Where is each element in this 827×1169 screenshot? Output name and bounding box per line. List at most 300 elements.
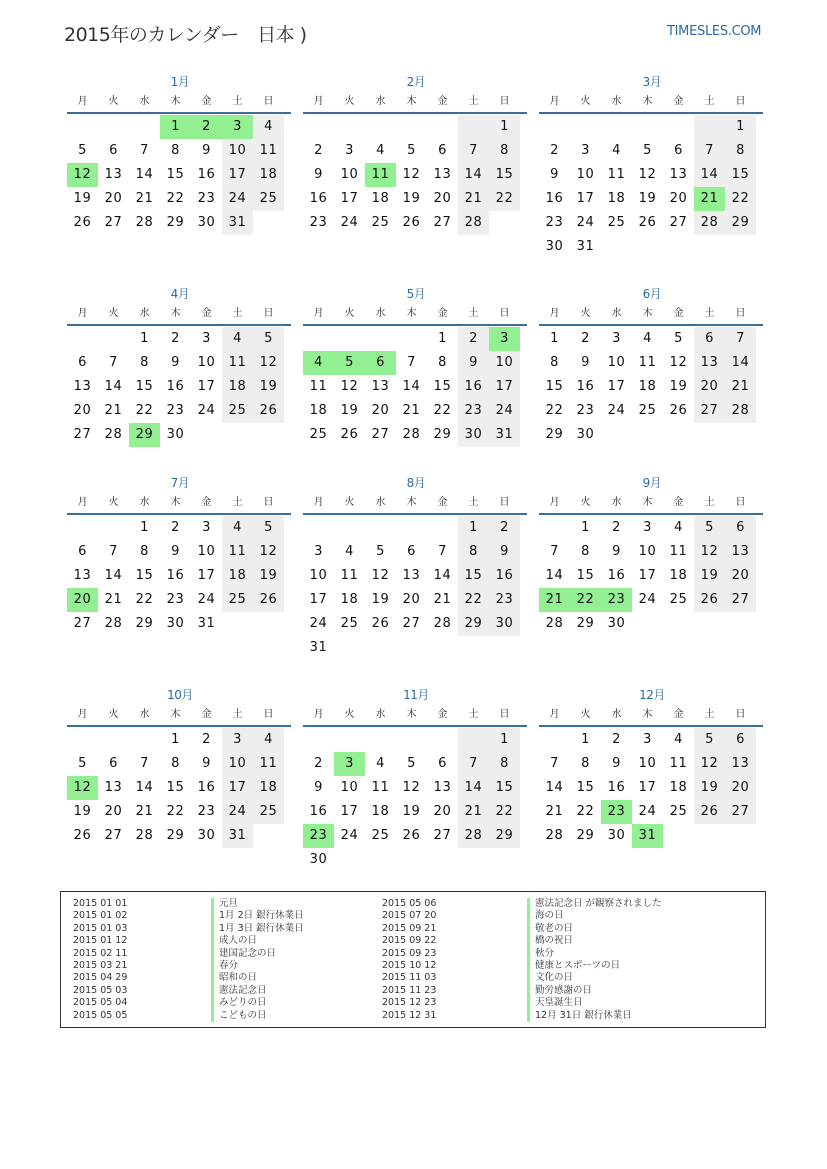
- day-cell: 24: [222, 800, 253, 824]
- weekday-label: 火: [580, 308, 591, 319]
- day-cell: 28: [725, 399, 756, 423]
- day-cell: 25: [371, 215, 390, 230]
- month-title: 2月: [406, 75, 426, 89]
- day-cell: 31: [576, 239, 595, 254]
- day-cell: 27: [402, 616, 421, 631]
- holiday-day-cell: 12: [67, 163, 98, 187]
- empty-cell: [365, 115, 396, 139]
- day-cell: 27: [104, 215, 123, 230]
- day-cell: 28: [545, 616, 564, 631]
- day-cell: 5: [694, 516, 725, 540]
- day-cell: 24: [489, 399, 520, 423]
- day-cell: 15: [725, 163, 756, 187]
- weekday-label: 土: [468, 497, 479, 508]
- empty-cell: [129, 115, 160, 139]
- day-cell: 25: [222, 588, 253, 612]
- day-cell: 23: [197, 804, 216, 819]
- month-title: 3月: [642, 75, 662, 89]
- weekday-label: 金: [201, 308, 212, 319]
- day-cell: 29: [433, 427, 452, 442]
- day-cell: 10: [222, 139, 253, 163]
- brand-link[interactable]: TIMESLES.COM: [667, 24, 762, 39]
- day-cell: 12: [694, 540, 725, 564]
- day-cell: 13: [433, 780, 452, 795]
- day-cell: 30: [607, 616, 626, 631]
- holiday-day-cell: 31: [632, 824, 663, 848]
- holiday-day-cell: 29: [129, 423, 160, 447]
- weekday-label: 水: [375, 96, 386, 107]
- day-cell: 6: [78, 355, 87, 370]
- weekday-label: 火: [580, 96, 591, 107]
- day-cell: 5: [674, 331, 683, 346]
- day-cell: 1: [171, 732, 180, 747]
- holiday-date: 2015 09 23: [382, 947, 437, 959]
- day-cell: 13: [725, 752, 756, 776]
- day-cell: 14: [725, 351, 756, 375]
- day-cell: 6: [725, 728, 756, 752]
- holiday-day-cell: 5: [334, 351, 365, 375]
- holiday-day-cell: 21: [539, 588, 570, 612]
- day-cell: 8: [140, 355, 149, 370]
- day-cell: 3: [643, 520, 652, 535]
- day-cell: 28: [694, 211, 725, 235]
- day-cell: 31: [197, 616, 216, 631]
- month-3: [541, 72, 763, 259]
- holiday-date: 2015 03 21: [73, 959, 128, 971]
- day-cell: 5: [253, 516, 284, 540]
- empty-cell: [663, 115, 694, 139]
- day-cell: 8: [458, 540, 489, 564]
- day-cell: 4: [222, 327, 253, 351]
- weekday-label: 水: [139, 308, 150, 319]
- holiday-date: 2015 04 29: [73, 972, 128, 984]
- day-grid: [67, 326, 291, 447]
- weekday-label: 火: [580, 497, 591, 508]
- holiday-day-cell: 11: [365, 163, 396, 187]
- day-cell: 17: [197, 568, 216, 583]
- weekday-label: 月: [77, 96, 88, 107]
- weekday-label: 土: [468, 308, 479, 319]
- holiday-date: 2015 05 05: [73, 1009, 128, 1021]
- day-grid: [303, 727, 527, 872]
- day-cell: 18: [309, 403, 328, 418]
- day-grid: [67, 114, 291, 235]
- empty-cell: [98, 728, 129, 752]
- weekday-label: 金: [437, 308, 448, 319]
- weekday-label: 月: [549, 96, 560, 107]
- day-cell: 13: [371, 379, 390, 394]
- day-cell: 27: [694, 399, 725, 423]
- weekday-label: 水: [375, 709, 386, 720]
- weekday-header: [303, 304, 527, 326]
- day-cell: 9: [202, 143, 211, 158]
- day-cell: 15: [458, 564, 489, 588]
- empty-cell: [539, 728, 570, 752]
- day-cell: 13: [104, 780, 123, 795]
- day-cell: 28: [104, 616, 123, 631]
- holiday-date: 2015 05 04: [73, 997, 128, 1009]
- day-cell: 8: [581, 756, 590, 771]
- weekday-label: 月: [77, 497, 88, 508]
- day-cell: 2: [171, 520, 180, 535]
- day-cell: 11: [669, 544, 688, 559]
- day-cell: 27: [433, 828, 452, 843]
- day-cell: 17: [309, 592, 328, 607]
- day-cell: 15: [135, 379, 154, 394]
- day-grid: [539, 727, 763, 848]
- day-cell: 22: [135, 403, 154, 418]
- day-cell: 24: [340, 215, 359, 230]
- weekday-label: 木: [406, 308, 417, 319]
- day-cell: 24: [197, 592, 216, 607]
- holiday-date: 2015 05 03: [73, 984, 128, 996]
- month-title: 1月: [170, 75, 190, 89]
- day-cell: 10: [638, 756, 657, 771]
- day-cell: 1: [458, 516, 489, 540]
- day-cell: 9: [314, 780, 323, 795]
- empty-cell: [427, 115, 458, 139]
- empty-cell: [458, 115, 489, 139]
- day-cell: 16: [166, 568, 185, 583]
- day-cell: 12: [253, 351, 284, 375]
- holiday-name: みどりの日: [211, 997, 304, 1009]
- month-title: 5月: [406, 287, 426, 301]
- day-cell: 21: [433, 592, 452, 607]
- day-cell: 9: [171, 544, 180, 559]
- day-cell: 27: [104, 828, 123, 843]
- empty-cell: [396, 728, 427, 752]
- day-cell: 19: [694, 564, 725, 588]
- empty-cell: [458, 728, 489, 752]
- weekday-label: 水: [611, 96, 622, 107]
- day-cell: 17: [576, 191, 595, 206]
- day-cell: 15: [576, 780, 595, 795]
- month-8: [305, 473, 527, 660]
- weekday-label: 土: [704, 497, 715, 508]
- day-cell: 7: [109, 544, 118, 559]
- day-cell: 6: [438, 143, 447, 158]
- day-cell: 2: [612, 732, 621, 747]
- day-cell: 18: [253, 776, 284, 800]
- day-cell: 25: [638, 403, 657, 418]
- day-cell: 11: [607, 167, 626, 182]
- weekday-label: 日: [263, 709, 274, 720]
- weekday-label: 木: [642, 308, 653, 319]
- day-cell: 23: [309, 215, 328, 230]
- holiday-day-cell: 22: [570, 588, 601, 612]
- holiday-dates-column-2: [382, 898, 436, 1022]
- day-cell: 26: [669, 403, 688, 418]
- day-cell: 1: [550, 331, 559, 346]
- empty-cell: [303, 728, 334, 752]
- weekday-label: 火: [108, 308, 119, 319]
- day-cell: 13: [73, 568, 92, 583]
- day-cell: 31: [309, 640, 328, 655]
- day-cell: 30: [197, 828, 216, 843]
- weekday-label: 月: [313, 497, 324, 508]
- day-cell: 13: [433, 167, 452, 182]
- day-cell: 18: [638, 379, 657, 394]
- day-cell: 22: [135, 592, 154, 607]
- holiday-dates-column-1: [73, 898, 127, 1022]
- holiday-date: 2015 09 21: [382, 922, 437, 934]
- weekday-label: 木: [642, 96, 653, 107]
- holiday-name: 建国記念の日: [211, 948, 304, 960]
- empty-cell: [539, 115, 570, 139]
- weekday-label: 土: [232, 308, 243, 319]
- weekday-label: 火: [108, 497, 119, 508]
- day-cell: 3: [345, 143, 354, 158]
- day-cell: 21: [104, 592, 123, 607]
- weekday-label: 水: [375, 308, 386, 319]
- day-cell: 22: [489, 800, 520, 824]
- month-9: [541, 473, 763, 636]
- weekday-label: 月: [549, 709, 560, 720]
- day-cell: 21: [104, 403, 123, 418]
- day-cell: 16: [607, 780, 626, 795]
- month-title: 4月: [170, 287, 190, 301]
- empty-cell: [303, 115, 334, 139]
- day-cell: 16: [545, 191, 564, 206]
- month-6: [541, 284, 763, 447]
- holiday-name: こどもの日: [211, 1010, 304, 1022]
- day-cell: 9: [202, 756, 211, 771]
- day-cell: 23: [197, 191, 216, 206]
- day-cell: 19: [371, 592, 390, 607]
- day-cell: 30: [489, 612, 520, 636]
- day-cell: 26: [253, 399, 284, 423]
- day-cell: 22: [166, 804, 185, 819]
- weekday-label: 火: [344, 96, 355, 107]
- day-cell: 12: [402, 167, 421, 182]
- day-cell: 20: [433, 191, 452, 206]
- day-cell: 21: [458, 187, 489, 211]
- empty-cell: [694, 115, 725, 139]
- day-cell: 25: [669, 592, 688, 607]
- day-cell: 5: [407, 756, 416, 771]
- day-cell: 15: [545, 379, 564, 394]
- empty-cell: [601, 115, 632, 139]
- day-cell: 2: [581, 331, 590, 346]
- day-cell: 15: [166, 167, 185, 182]
- day-cell: 17: [222, 163, 253, 187]
- month-11: [305, 685, 527, 872]
- holiday-name: 文化の日: [527, 972, 662, 984]
- weekday-label: 木: [170, 497, 181, 508]
- weekday-label: 金: [673, 96, 684, 107]
- day-cell: 14: [104, 379, 123, 394]
- day-cell: 20: [402, 592, 421, 607]
- day-grid: [303, 515, 527, 660]
- day-cell: 28: [458, 211, 489, 235]
- weekday-header: [67, 705, 291, 727]
- empty-cell: [365, 327, 396, 351]
- day-cell: 28: [458, 824, 489, 848]
- day-cell: 26: [253, 588, 284, 612]
- weekday-label: 木: [406, 96, 417, 107]
- day-cell: 4: [345, 544, 354, 559]
- month-12: [541, 685, 763, 848]
- day-cell: 22: [576, 804, 595, 819]
- day-cell: 5: [78, 756, 87, 771]
- day-cell: 13: [694, 351, 725, 375]
- day-cell: 20: [669, 191, 688, 206]
- day-cell: 7: [458, 752, 489, 776]
- day-cell: 23: [489, 588, 520, 612]
- day-cell: 29: [545, 427, 564, 442]
- day-cell: 25: [253, 800, 284, 824]
- day-cell: 19: [694, 776, 725, 800]
- day-cell: 19: [73, 804, 92, 819]
- day-cell: 1: [489, 728, 520, 752]
- day-cell: 17: [489, 375, 520, 399]
- day-cell: 30: [458, 423, 489, 447]
- empty-cell: [67, 327, 98, 351]
- empty-cell: [427, 516, 458, 540]
- holiday-date: 2015 11 23: [382, 984, 437, 996]
- day-cell: 13: [73, 379, 92, 394]
- day-cell: 3: [581, 143, 590, 158]
- holiday-day-cell: 12: [67, 776, 98, 800]
- holiday-day-cell: 3: [222, 115, 253, 139]
- day-cell: 30: [197, 215, 216, 230]
- day-cell: 10: [340, 167, 359, 182]
- weekday-label: 水: [611, 308, 622, 319]
- day-cell: 16: [166, 379, 185, 394]
- day-cell: 28: [135, 828, 154, 843]
- day-cell: 19: [73, 191, 92, 206]
- holiday-names-column-1: [211, 898, 304, 1022]
- day-cell: 6: [725, 516, 756, 540]
- day-cell: 5: [694, 728, 725, 752]
- weekday-label: 金: [201, 709, 212, 720]
- weekday-label: 火: [344, 709, 355, 720]
- empty-cell: [98, 516, 129, 540]
- day-cell: 12: [340, 379, 359, 394]
- day-cell: 30: [166, 427, 185, 442]
- day-cell: 1: [140, 331, 149, 346]
- weekday-label: 水: [139, 709, 150, 720]
- day-cell: 24: [638, 804, 657, 819]
- weekday-label: 土: [232, 709, 243, 720]
- weekday-label: 火: [580, 709, 591, 720]
- day-cell: 26: [371, 616, 390, 631]
- day-cell: 13: [725, 540, 756, 564]
- day-cell: 14: [135, 167, 154, 182]
- day-cell: 12: [694, 752, 725, 776]
- weekday-label: 木: [406, 497, 417, 508]
- day-cell: 6: [78, 544, 87, 559]
- day-cell: 8: [581, 544, 590, 559]
- day-cell: 12: [669, 355, 688, 370]
- day-cell: 9: [489, 540, 520, 564]
- weekday-header: [67, 304, 291, 326]
- day-cell: 22: [458, 588, 489, 612]
- day-cell: 2: [314, 143, 323, 158]
- weekday-label: 月: [313, 709, 324, 720]
- weekday-label: 日: [263, 497, 274, 508]
- day-grid: [67, 515, 291, 636]
- day-cell: 17: [197, 379, 216, 394]
- holiday-date: 2015 12 23: [382, 997, 437, 1009]
- day-cell: 9: [314, 167, 323, 182]
- month-4: [69, 284, 291, 447]
- weekday-label: 金: [673, 709, 684, 720]
- day-cell: 5: [643, 143, 652, 158]
- month-title: 10月: [167, 688, 193, 702]
- weekday-label: 日: [735, 497, 746, 508]
- day-cell: 6: [109, 143, 118, 158]
- day-cell: 22: [166, 191, 185, 206]
- weekday-label: 月: [313, 308, 324, 319]
- day-cell: 5: [376, 544, 385, 559]
- day-cell: 26: [73, 828, 92, 843]
- holiday-name: 天皇誕生日: [527, 997, 662, 1009]
- day-cell: 18: [669, 780, 688, 795]
- holiday-name: 元旦: [211, 898, 304, 910]
- empty-cell: [98, 327, 129, 351]
- holiday-names-column-2: [527, 898, 662, 1022]
- weekday-label: 日: [263, 96, 274, 107]
- day-cell: 12: [638, 167, 657, 182]
- weekday-label: 木: [170, 308, 181, 319]
- day-cell: 3: [314, 544, 323, 559]
- holiday-day-cell: 23: [303, 824, 334, 848]
- holiday-date: 2015 01 02: [73, 910, 128, 922]
- day-cell: 3: [612, 331, 621, 346]
- month-title: 9月: [642, 476, 662, 490]
- day-cell: 7: [550, 756, 559, 771]
- weekday-header: [67, 493, 291, 515]
- day-cell: 24: [638, 592, 657, 607]
- day-cell: 30: [576, 427, 595, 442]
- day-cell: 10: [576, 167, 595, 182]
- day-cell: 2: [550, 143, 559, 158]
- day-cell: 4: [643, 331, 652, 346]
- empty-cell: [396, 516, 427, 540]
- weekday-label: 水: [611, 497, 622, 508]
- day-cell: 22: [433, 403, 452, 418]
- day-cell: 29: [166, 215, 185, 230]
- empty-cell: [334, 516, 365, 540]
- day-cell: 14: [104, 568, 123, 583]
- day-cell: 12: [253, 540, 284, 564]
- holiday-day-cell: 3: [334, 752, 365, 776]
- day-cell: 21: [135, 191, 154, 206]
- empty-cell: [334, 327, 365, 351]
- day-cell: 27: [725, 800, 756, 824]
- day-cell: 28: [402, 427, 421, 442]
- holiday-day-cell: 3: [489, 327, 520, 351]
- empty-cell: [570, 115, 601, 139]
- day-cell: 3: [222, 728, 253, 752]
- weekday-label: 土: [704, 96, 715, 107]
- day-cell: 14: [402, 379, 421, 394]
- holiday-name: 秋分: [527, 948, 662, 960]
- day-cell: 7: [438, 544, 447, 559]
- day-cell: 11: [222, 540, 253, 564]
- day-cell: 31: [489, 423, 520, 447]
- day-cell: 23: [576, 403, 595, 418]
- day-cell: 20: [73, 403, 92, 418]
- day-cell: 10: [489, 351, 520, 375]
- day-cell: 17: [638, 568, 657, 583]
- day-cell: 18: [607, 191, 626, 206]
- day-cell: 25: [309, 427, 328, 442]
- holiday-day-cell: 1: [160, 115, 191, 139]
- day-cell: 29: [576, 616, 595, 631]
- day-cell: 25: [222, 399, 253, 423]
